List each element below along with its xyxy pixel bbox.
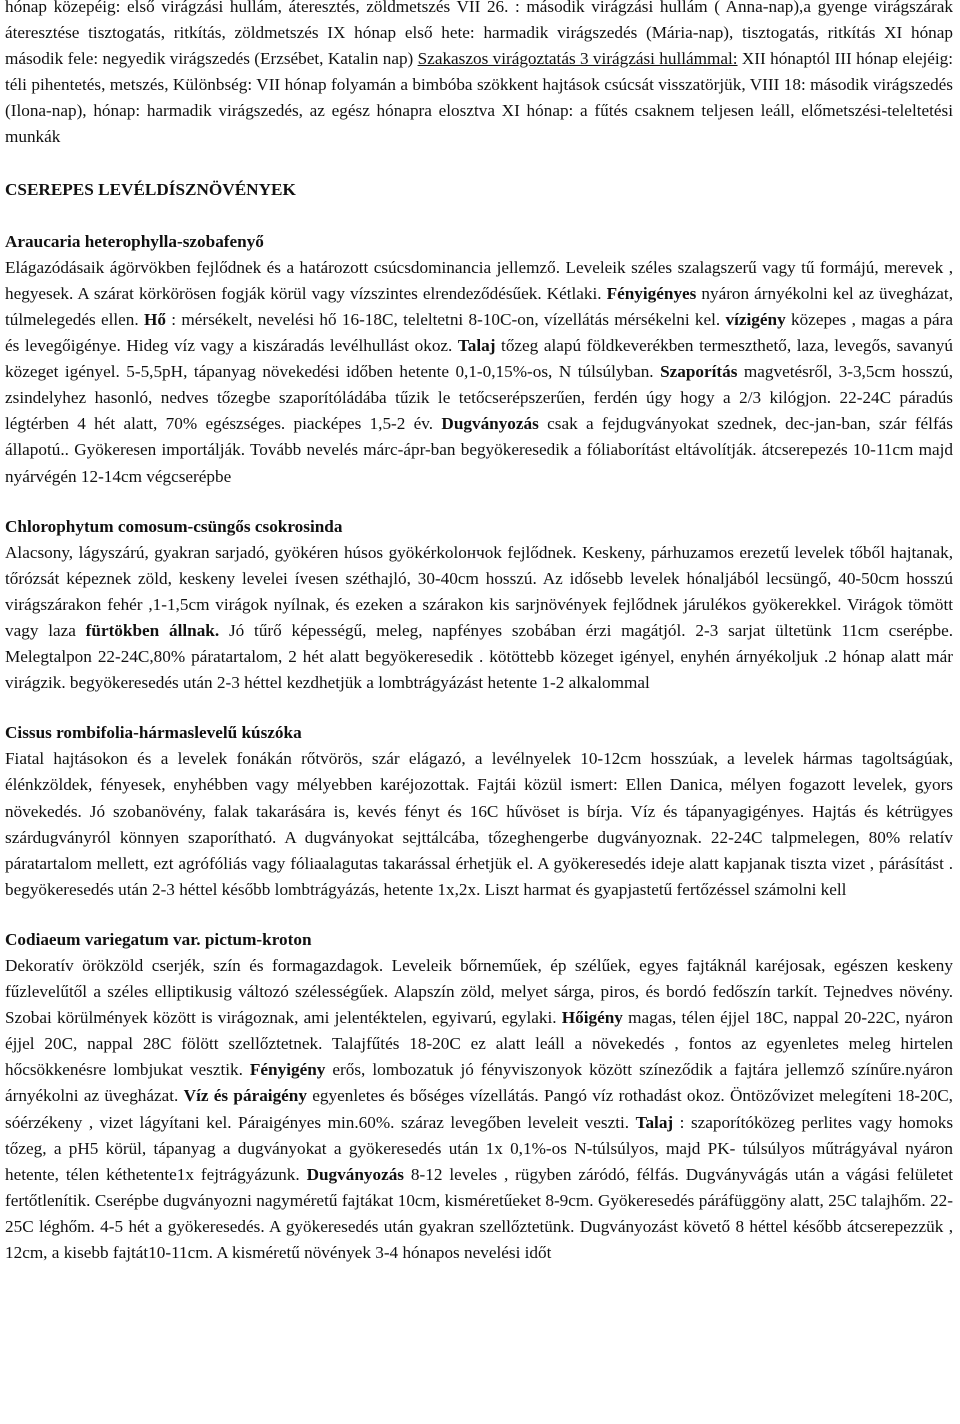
codiaeum-bold-5: Dugványozás: [306, 1164, 404, 1184]
araucaria-bold-1: Fényigényes: [606, 283, 697, 303]
codiaeum-text-5: : szaporítóközeg perlites vagy homoks tőzeg, a pH5 körül, tápanyag a dugványokat a gyökeresedés után 1x 0,1%-os N-túlsúlyos, majd PK- túlsúlyos műtrágyával nyáron hetente, télen kéthetente1x fejtrágyázunk.: [5, 1112, 954, 1184]
cissus-paragraph: Fiatal hajtásokon és a levelek fonákán rőtvörös, szár elágazó, a levélnyelek 10-12cm hosszúak, a levelek hármas tagoltságúak, élénkzöldek, fényesek, enyhébben vagy mélyebben karéjozottak. Fajtái közül ismert: Ellen Danica, mélyen fogazott levelek, gyors növekedés. Jó szobanövény, falak takarására is, kevés fényt és 16C hűvöset is bírja. Víz és tápanyagigényes. Hajtás és kétrügyes szárdugványról könnyen szaporítható. A dugványokat sejttálcába, tőzeghengerbe dugványoznak. 22-24C talpmelegen, 80% relatív páratartalom mellett, ezt agrófóliás vagy fóliaalagutas takarással érhetjük el. A gyökeresedés ideje alatt kapjanak tiszta vizet , párásítást . begyökeresedés után 2-3 héttel később lombtrágyázás, hetente 1x,2x. Liszt harmat és gyapjastetű fertőzéssel számolni kell: [5, 749, 953, 899]
chlorophytum-text-1: Alacsony, lágyszárú, gyakran sarjadó, gyökéren húsos gyökérkolончok fejlődnek. Keskeny, párhuzamos erezetű levelek tőből hajtanak, tőrózsát képeznek zöld, keskeny levelei ívesen széthajló, 30-40cm hosszú. Az idősebb levelek hónaljából lecsüngő, 40-50cm hosszú virágszárakon fehér ,1-1,5cm virágok nyílnak, és ezeken a szárakon kis sarjnövények fejlődnek járulékos gyökerekkel. Virágok tömött vagy laza: [5, 542, 953, 640]
codiaeum-bold-4: Talaj: [635, 1112, 674, 1132]
araucaria-paragraph: [5, 255, 953, 490]
chlorophytum-paragraph: [5, 540, 953, 697]
codiaeum-bold-1: Hőigény: [561, 1008, 623, 1028]
araucaria-text-5: tőzeg alapú földkeverékben termeszthető, laza, levegős, savanyú közeget igényel. 5-5,5pH, tápanyag növekedési időben hetente 0,1-0,15%-os, N túlsúlyban.: [5, 336, 953, 382]
document-page: [5, 0, 953, 1266]
codiaeum-text-1: Dekoratív örökzöld cserjék, szín és formagazdagok. Leveleik bőrneműek, ép szélűek, egyes fajtáknál karéjosak, egészen keskeny fűzlevelűtől a széles elliptikusig változó szélességűek. Alapszín zöld, melyet sárga, piros, és bordó fedőszín tarkít. Tejnedves növény. Szobai körülmények között is virágoznak, ami jelentéktelen, egyivarú, egylaki.: [5, 956, 953, 1028]
codiaeum-title: Codiaeum variegatum var. pictum-kroton: [5, 929, 312, 949]
codiaeum-text-3: erős, lombozatuk jó fényviszonyok között színeződik a fajtára jellemző színűre.nyáron árnyékolni az üvegházat.: [5, 1060, 953, 1106]
codiaeum-text-4: egyenletes és bőséges vízellátás. Pangó víz rothadást okoz. Öntözővizet melegíteni 18-20C, sóérzékeny , vizet lágyítani kel. Páraigényes min.60%. száraz levegőben leveleit veszti.: [5, 1086, 953, 1132]
araucaria-bold-2: Hő: [144, 309, 166, 329]
codiaeum-paragraph: [5, 953, 953, 1266]
intro-underlined-heading: Szakaszos virágoztatás 3 virágzási hullámmal:: [417, 49, 738, 69]
chlorophytum-text-2: Jó tűrő képességű, meleg, napfényes szobában érzi magátjól. 2-3 sarjat ültetünk 11cm cserépbe. Melegtalpon 22-24C,80% páratartalom, 2 hét alatt begyökeresedik . kötöttebb közeget igényel, enyhén árnyékoljuk .2 hónap alatt már virágzik. begyökeresedés után 2-3 héttel kezdhetjük a lombtrágyázást hetente 1-2 alkalommal: [5, 620, 953, 693]
araucaria-text-1: Elágazódásaik ágörvökben fejlődnek és a határozott csúcsdominancia jellemző. Leveleik széles szalagszerű vagy tű formájú, merevek , hegyesek. A szárat körkörösen fogják körül vagy vízszintes elrendeződésűek. Kétlaki.: [5, 257, 953, 303]
araucaria-title: Araucaria heterophylla-szobafenyő: [5, 231, 264, 251]
section-title: CSEREPES LEVÉLDÍSZNÖVÉNYEK: [5, 179, 296, 199]
codiaeum-bold-3: Víz és páraigény: [183, 1086, 307, 1106]
araucaria-text-6: magvetésről, 3-3,5cm hosszú, zsindelyhez hasonló, nedves tőzegbe szaporítóládába tűzik le tetőcserépszerűen, ferdén úgy hogy a 2/3 kilógjon. 22-24C páradús légtérben 4 hét alatt, 70% egészséges. piacképes 1,5-2 év.: [5, 362, 953, 434]
codiaeum-text-2: magas, télen éjjel 18C, nappal 20-22C, nyáron éjjel 20C, nappal 28C fölött szellőztetnek. Talajfűtés 18-20C ez alatt leáll a növekedés , fontos az egyenletes meleg hirtelen hőcsökkenésre lombjukat vesztik.: [5, 1008, 953, 1080]
araucaria-bold-6: Dugványozás: [441, 414, 539, 434]
araucaria-bold-5: Szaporítás: [660, 362, 738, 382]
araucaria-bold-3: vízigény: [725, 309, 786, 329]
araucaria-bold-4: Talaj: [457, 336, 496, 356]
codiaeum-text-6: 8-12 leveles , rügyben záródó, félfás. Dugványvágás után a vágási felületet fertőtlenítik. Cserépbe dugványozni nagyméretű fajtákat 10cm, kisméretűeket 8-9cm. Gyökeresedés páráfüggöny alatt, 25C talajhőm. 22-25C léghőm. 4-5 hét a gyökeresedés. A gyökeresedés után gyakran szellőztetünk. Dugványozást követő 8 héttel később átcserepezzük , 12cm, a kisebb fajtát10-11cm. A kisméretű növények 3-4 hónapos nevelési időt: [5, 1164, 953, 1263]
araucaria-text-7: csak a fejdugványokat szednek, dec-jan-ban, szár félfás állapotú.. Gyökeresen importálják. Tovább nevelés márc-ápr-ban begyökeresedik a fóliaborítást eltávolítják. átcserepezés 10-11cm majd nyárvégén 12-14cm végcserépbe: [5, 414, 954, 486]
intro-paragraph: [5, 0, 953, 151]
intro-text-2: XII hónaptól III hónap elejéig: téli pihentetés, metszés, Különbség: VII hónap folyamán a bimbóba szökkent hajtások csúcsát visszatörjük, VIII 18: második virágszedés (Ilona-nap), hónap: harmadik virágszedés, az egész hónapra elosztva XI hónap: a fűtés csaknem teljesen leáll, előmetszési-teleltetési munkák: [5, 49, 954, 147]
codiaeum-bold-2: Fényigény: [249, 1060, 326, 1080]
araucaria-text-2: nyáron árnyékolni kel az üvegházat, túlmelegedés ellen.: [5, 283, 953, 329]
intro-text-1: hónap közepéig: első virágzási hullám, áteresztés, zöldmetszés VII 26. : második virágzási hullám ( Anna-nap),a gyenge virágszárak áteresztése tisztogatás, ritkítás, zöldmetszés IX hónap első hete: harmadik virágszedés (Mária-nap), tisztogatás, ritkítás XI hónap második fele: negyedik virágszedés (Erzsébet, Katalin nap): [5, 0, 953, 69]
cissus-title: Cissus rombifolia-hármaslevelű kúszóka: [5, 723, 302, 743]
chlorophytum-title: Chlorophytum comosum-csüngős csokrosinda: [5, 516, 343, 536]
araucaria-text-3: : mérsékelt, nevelési hő 16-18C, teleltetni 8-10C-on, vízellátás mérsékelni kel.: [165, 309, 726, 329]
araucaria-text-4: közepes , magas a pára és levegőigénye. Hideg víz vagy a kiszáradás levélhullást okoz.: [5, 309, 953, 356]
chlorophytum-bold-1: fürtökben állnak.: [85, 620, 220, 640]
